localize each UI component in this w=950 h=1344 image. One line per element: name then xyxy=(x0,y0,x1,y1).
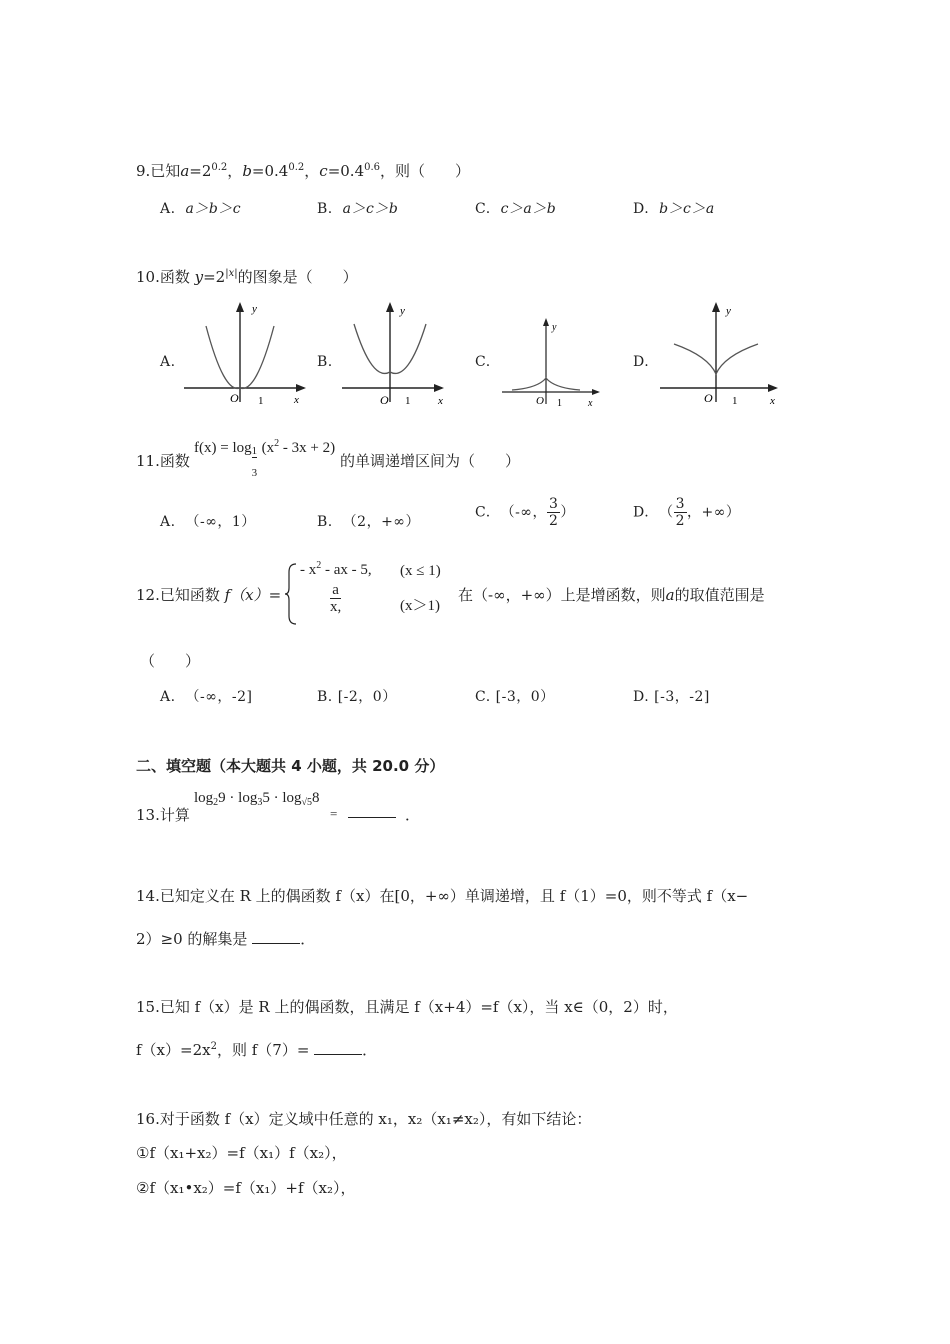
x-label: x xyxy=(294,394,299,406)
q10-stem xyxy=(136,266,358,287)
section-title: 二、填空题（本大题共 4 小题，共 20.0 分） xyxy=(136,757,445,775)
q12-cond2: (x＞1) xyxy=(400,598,440,614)
q10-exp: |x| xyxy=(225,268,238,279)
q15-line2-rest: ，则 f（7）= xyxy=(216,1041,315,1059)
q16-conclusion-1: ①f（x₁+x₂）=f（x₁）f（x₂）， xyxy=(136,1144,347,1162)
q11-tail: 的单调递增区间为（ ） xyxy=(340,452,521,470)
y-label: y xyxy=(552,322,557,333)
var-b: b xyxy=(242,162,252,180)
x-arrow-icon xyxy=(434,384,444,392)
log-base: √5 xyxy=(301,797,313,808)
x-arrow-icon xyxy=(296,384,306,392)
q14-line2 xyxy=(136,928,315,949)
q10-option-d-label[interactable]: D. xyxy=(633,354,650,370)
option-post: ） xyxy=(560,504,575,521)
q13-answer-blank[interactable] xyxy=(348,804,396,822)
q9-eq1: =2 xyxy=(189,162,212,180)
q12-option-c[interactable] xyxy=(475,686,555,706)
option-label: D. xyxy=(633,201,650,217)
q13-stem: 13.计算 xyxy=(136,806,190,824)
q11-arg-rest: - 3x + 2) xyxy=(279,440,336,456)
q12-paren: （ ） xyxy=(140,652,201,670)
answer-blank[interactable] xyxy=(252,931,300,944)
term: 9 · log xyxy=(218,790,258,806)
q9-option-d[interactable] xyxy=(633,198,715,218)
x-arrow-icon xyxy=(768,384,778,392)
q9-option-b[interactable] xyxy=(317,198,398,218)
case1-text: - x xyxy=(300,562,317,578)
y-label: y xyxy=(252,303,257,315)
x-label: x xyxy=(438,395,443,407)
q9-tail: ，则（ ） xyxy=(380,162,471,180)
var-a: a xyxy=(665,586,675,604)
q9-prefix: 9.已知 xyxy=(136,162,181,180)
q10-prefix: 10.函数 xyxy=(136,268,195,286)
fraction xyxy=(547,496,560,529)
case1-exp: 2 xyxy=(316,560,322,571)
base-num: 1 xyxy=(251,445,258,457)
q10-tail: 的图象是（ ） xyxy=(237,268,358,286)
q15-line2-text: f（x）=2x xyxy=(136,1041,211,1059)
q11-option-d[interactable] xyxy=(633,496,740,529)
origin-label: O xyxy=(536,395,544,407)
origin-label: O xyxy=(704,391,713,405)
q10-option-c-label[interactable]: C. xyxy=(475,354,491,370)
graph-c[interactable] xyxy=(498,314,608,410)
q12-tail-text: 在（-∞，+∞）上是增函数，则 xyxy=(458,586,666,604)
option-text: [-3，-2] xyxy=(654,689,710,705)
y-arrow-icon xyxy=(543,318,549,326)
y-label: y xyxy=(726,305,731,317)
case2-comma: , xyxy=(337,599,342,615)
answer-blank[interactable] xyxy=(314,1042,362,1055)
option-label: A. xyxy=(160,514,176,530)
q9-exp-a: 0.2 xyxy=(211,162,228,173)
q12-f: f（x）= xyxy=(224,586,282,604)
option-text: [-3，0） xyxy=(495,689,555,705)
q15-line1: 15.已知 f（x）是 R 上的偶函数，且满足 f（x+4）=f（x），当 x∈（0，2）时， xyxy=(136,998,678,1016)
q15-exp: 2 xyxy=(210,1041,217,1052)
q14-line2-text: 2）≥0 的解集是 xyxy=(136,930,253,948)
q16-line1: 16.对于函数 f（x）定义域中任意的 x₁，x₂（x₁≠x₂），有如下结论： xyxy=(136,1110,592,1128)
x-label: x xyxy=(588,398,593,409)
q12-stem xyxy=(136,584,281,605)
option-text: b＞c＞a xyxy=(659,201,715,217)
option-label: B. xyxy=(317,514,333,530)
log-base: 2 xyxy=(213,797,219,808)
option-label: D. xyxy=(633,689,650,705)
q11-prefix: 11.函数 xyxy=(136,452,190,470)
tick-1-label: 1 xyxy=(732,395,738,407)
q12-tail-text2: 的取值范围是 xyxy=(674,586,765,604)
x-arrow-icon xyxy=(592,389,600,395)
brace-icon xyxy=(284,562,298,626)
option-label: D. xyxy=(633,504,650,521)
q9-exp-b: 0.2 xyxy=(288,162,305,173)
q11-formula xyxy=(194,438,336,479)
case2-num: a xyxy=(330,582,341,599)
origin-label: O xyxy=(230,391,239,405)
q10-option-b-label[interactable]: B. xyxy=(317,354,333,370)
log-base: 3 xyxy=(257,797,263,808)
q9-sep2: ， xyxy=(304,162,320,180)
case1-rest: - ax - 5, xyxy=(321,562,372,578)
y-label: y xyxy=(400,305,405,317)
option-label: B. xyxy=(317,201,333,217)
option-label: C. xyxy=(475,201,491,217)
q11-option-c[interactable] xyxy=(475,496,575,529)
q11-option-a[interactable] xyxy=(160,511,256,531)
term: 5 · log xyxy=(262,790,302,806)
q14-period: ． xyxy=(300,930,316,948)
q12-tail xyxy=(458,584,765,605)
graph-a[interactable] xyxy=(182,298,312,410)
option-label: C. xyxy=(475,689,491,705)
q12-case2 xyxy=(330,582,341,615)
q12-option-d[interactable] xyxy=(633,686,710,706)
q14-line1: 14.已知定义在 R 上的偶函数 f（x）在[0，+∞）单调递增，且 f（1）=0，则不等式 f（x− xyxy=(136,887,749,905)
q9-stem xyxy=(136,160,470,181)
y-arrow-icon xyxy=(386,302,394,312)
option-label: B. xyxy=(317,689,333,705)
q12-case1 xyxy=(300,560,372,579)
q9-option-a[interactable] xyxy=(160,198,241,218)
frac-num: 3 xyxy=(548,496,559,512)
q16-conclusion-2: ②f（x₁•x₂）=f（x₁）+f（x₂）， xyxy=(136,1179,356,1197)
answer-blank[interactable] xyxy=(348,805,396,818)
base-den: 3 xyxy=(251,467,258,479)
tick-1-label: 1 xyxy=(405,395,411,407)
frac-den: 2 xyxy=(548,513,559,529)
option-text: [-2，0） xyxy=(337,689,397,705)
graph-b[interactable] xyxy=(340,298,470,410)
option-pre: （ xyxy=(659,504,674,521)
q9-eq3: =0.4 xyxy=(327,162,365,180)
option-text: （-∞，-2] xyxy=(185,689,253,705)
q9-sep1: ， xyxy=(227,162,243,180)
q15-period: ． xyxy=(362,1041,378,1059)
q9-eq2: =0.4 xyxy=(251,162,289,180)
q9-option-c[interactable] xyxy=(475,198,556,218)
graph-d[interactable] xyxy=(658,298,788,410)
q12-cond1: (x ≤ 1) xyxy=(400,563,441,579)
case2-den: x xyxy=(330,599,338,615)
q11-log: f(x) = log xyxy=(194,440,252,456)
option-pre: （-∞， xyxy=(500,504,547,521)
q12-option-b[interactable] xyxy=(317,686,397,706)
q15-line2 xyxy=(136,1039,377,1060)
log: log xyxy=(194,790,214,806)
frac-den: 2 xyxy=(675,513,686,529)
tick-1-label: 1 xyxy=(557,398,562,409)
option-post: ，+∞） xyxy=(687,504,741,521)
case2-den-row xyxy=(330,599,341,615)
fraction xyxy=(674,496,687,529)
term: 8 xyxy=(312,790,320,806)
origin-label: O xyxy=(380,393,389,407)
y-arrow-icon xyxy=(236,302,244,312)
q11-base xyxy=(251,442,262,479)
var-y: y xyxy=(194,268,204,286)
option-text: （2，+∞） xyxy=(342,514,420,530)
q12-prefix: 12.已知函数 xyxy=(136,586,225,604)
var-c: c xyxy=(319,162,328,180)
q13-formula xyxy=(194,790,320,808)
tick-1-label: 1 xyxy=(258,395,264,407)
q13-period: ． xyxy=(405,806,421,824)
frac-num: 3 xyxy=(675,496,686,512)
q9-exp-c: 0.6 xyxy=(364,162,381,173)
var-a: a xyxy=(180,162,190,180)
option-text: a＞c＞b xyxy=(342,201,399,217)
x-label: x xyxy=(770,395,775,407)
option-text: a＞b＞c xyxy=(185,201,242,217)
q10-eq: =2 xyxy=(203,268,226,286)
q11-arg: (x xyxy=(261,440,275,456)
q13-eq: = xyxy=(330,806,338,821)
q12-option-a[interactable] xyxy=(160,686,252,706)
option-text: （-∞，1） xyxy=(185,514,256,530)
y-arrow-icon xyxy=(712,302,720,312)
q11-arg-exp: 2 xyxy=(274,438,280,449)
option-text: c＞a＞b xyxy=(500,201,557,217)
option-label: A. xyxy=(160,201,176,217)
q11-option-b[interactable] xyxy=(317,511,420,531)
option-label: A. xyxy=(160,689,176,705)
option-label: C. xyxy=(475,504,491,521)
q10-option-a-label[interactable]: A. xyxy=(160,354,176,370)
